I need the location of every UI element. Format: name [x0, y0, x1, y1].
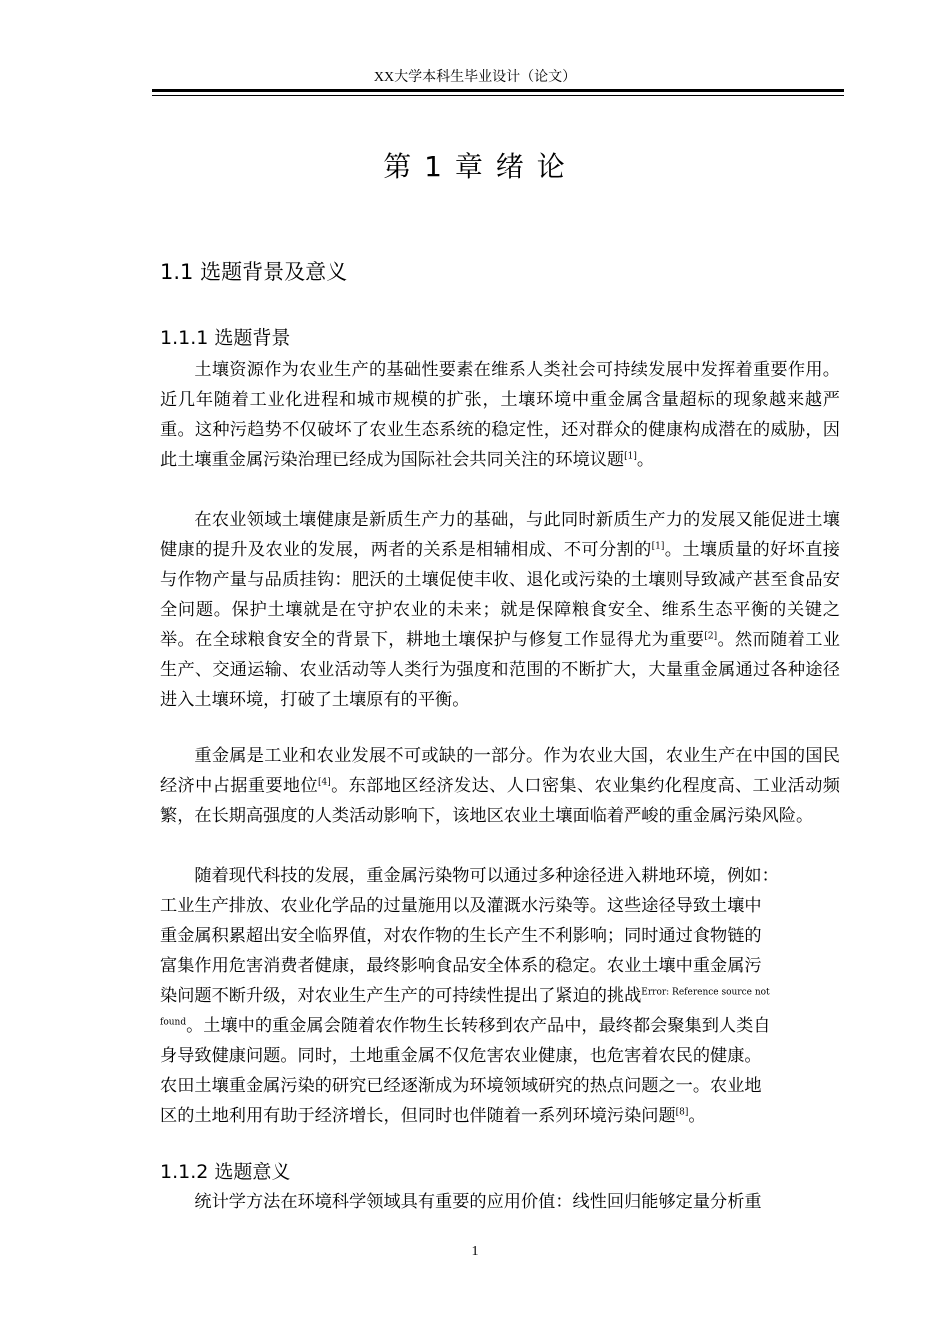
- page-number: 1: [471, 1244, 479, 1259]
- header-title: XX大学本科生毕业设计（论文）: [373, 70, 577, 85]
- reference-error-b: found: [160, 1017, 187, 1028]
- paragraph-1-end: 。: [636, 450, 655, 470]
- paragraph-4-line-6: [160, 1011, 840, 1041]
- paragraph-4-line-4: 富集作用危害消费者健康，最终影响食品安全体系的稳定。农业土壤中重金属污: [160, 956, 762, 976]
- chapter-title: 第 1 章 绪 论: [383, 150, 567, 183]
- citation-2: [2]: [704, 631, 718, 642]
- paragraph-5: 统计学方法在环境科学领域具有重要的应用价值：线性回归能够定量分析重: [194, 1192, 762, 1212]
- paragraph-1: [160, 355, 840, 475]
- header-rule-thin: [152, 95, 844, 96]
- paragraph-2-text-a: 在农业领域土壤健康是新质生产力的基础，与此同时新质生产力的发展又能促进土壤健康的提升及农业的发展，两者的关系是相辅相成、不可分割的: [160, 510, 840, 560]
- section-heading-1-1: 1.1 选题背景及意义: [160, 260, 348, 284]
- paragraph-4-line-5-text: 染问题不断升级，对农业生产生产的可持续性提出了紧迫的挑战: [160, 986, 642, 1006]
- header-rule-thick: [152, 89, 844, 92]
- paragraph-4-line-1: 随着现代科技的发展，重金属污染物可以通过多种途径进入耕地环境，例如：: [194, 866, 779, 886]
- paragraph-4-end: 。: [688, 1106, 706, 1126]
- paragraph-2-text-c: 。然而随着工业生产、交通运输、农业活动等人类行为强度和范围的不断扩大，大量重金属通过各种途径进入土壤环境，打破了土壤原有的平衡。: [160, 630, 840, 710]
- citation-1: [1]: [624, 451, 637, 462]
- paragraph-3-text-b: 。东部地区经济发达、人口密集、农业集约化程度高、工业活动频繁，在长期高强度的人类活动影响下，该地区农业土壤面临着严峻的重金属污染风险。: [160, 776, 840, 826]
- paragraph-4-line-9: [160, 1101, 840, 1131]
- paragraph-4-line-7: 身导致健康问题。同时，土地重金属不仅危害农业健康，也危害着农民的健康。: [160, 1046, 762, 1066]
- paragraph-1-text: 土壤资源作为农业生产的基础性要素在维系人类社会可持续发展中发挥着重要作用。近几年随着工业化进程和城市规模的扩张，土壤环境中重金属含量超标的现象越来越严重。这种污趋势不仅破坏了农业生态系统的稳定性，还对群众的健康构成潜在的威胁，因此土壤重金属污染治理已经成为国际社会共同关注的环境议题: [160, 360, 840, 470]
- paragraph-4-line-6-text: 。土壤中的重金属会随着农作物生长转移到农产品中，最终都会聚集到人类自: [186, 1016, 771, 1036]
- paragraph-4-line-5: [160, 981, 840, 1011]
- section-heading-1-1-1: 1.1.1 选题背景: [160, 327, 291, 349]
- section-heading-1-1-2: 1.1.2 选题意义: [160, 1161, 291, 1183]
- citation-8: [8]: [675, 1107, 689, 1118]
- paragraph-4-line-8: 农田土壤重金属污染的研究已经逐渐成为环境领域研究的热点问题之一。农业地: [160, 1076, 762, 1096]
- paragraph-4-line-2: 工业生产排放、农业化学品的过量施用以及灌溉水污染等。这些途径导致土壤中: [160, 896, 762, 916]
- paragraph-3: [160, 741, 840, 831]
- paragraph-3-text-a: 重金属是工业和农业发展不可或缺的一部分。作为农业大国，农业生产在中国的国民经济中占据重要地位: [160, 746, 840, 796]
- paragraph-4-line-3: 重金属积累超出安全临界值，对农作物的生长产生不利影响；同时通过食物链的: [160, 926, 762, 946]
- paragraph-4-line-9-text: 区的土地利用有助于经济增长，但同时也伴随着一系列环境污染问题: [160, 1106, 676, 1126]
- paragraph-2: [160, 505, 840, 715]
- paragraph-2-text-b: 。土壤质量的好坏直接与作物产量与品质挂钩：肥沃的土壤促使丰收、退化或污染的土壤则导致减产甚至食品安全问题。保护土壤就是在守护农业的未来；就是保障粮食安全、维系生态平衡的关键之举。在全球粮食安全的背景下，耕地土壤保护与修复工作显得尤为重要: [160, 540, 840, 650]
- citation-1b: [1]: [651, 541, 665, 552]
- citation-4: [4]: [318, 777, 331, 788]
- reference-error-a: Error: Reference source not: [641, 987, 770, 998]
